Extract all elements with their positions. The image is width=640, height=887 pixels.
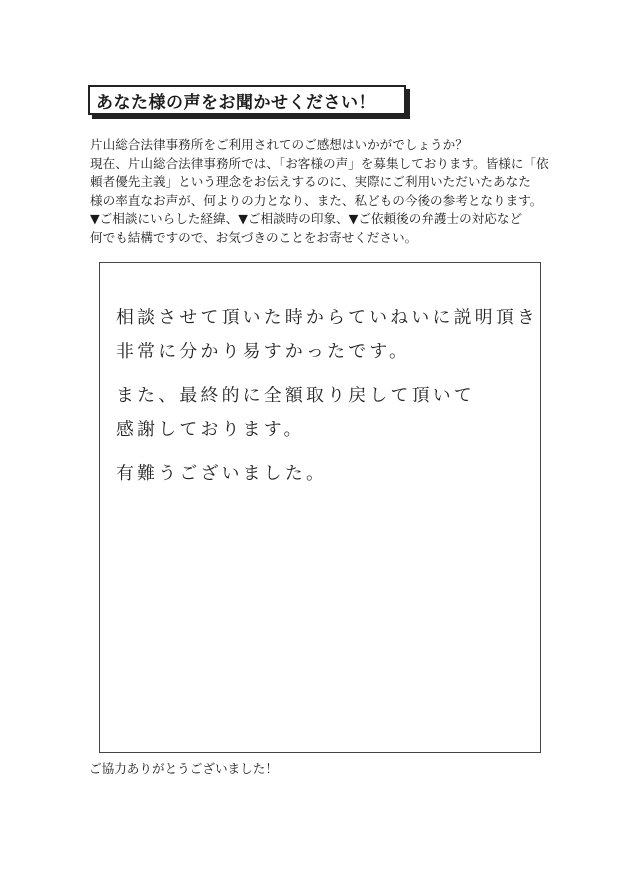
intro-paragraph bbox=[90, 136, 560, 248]
intro-line: ▼ご相談にいらした経緯、▼ご相談時の印象、▼ご依頼後の弁護士の対応など bbox=[90, 211, 523, 227]
intro-line: 現在、片山総合法律事務所では、「お客様の声」を募集しております。皆様に「依 bbox=[90, 155, 549, 171]
line-gap bbox=[116, 447, 542, 457]
handwritten-answer-box bbox=[99, 262, 541, 753]
handwritten-comment bbox=[116, 301, 542, 491]
handwritten-line: 相談させて頂いた時からていねいに説明頂き bbox=[116, 308, 539, 328]
line-gap bbox=[116, 369, 542, 379]
intro-line: 様の率直なお声が、何よりの力となり、また、私どもの今後の参考となります。 bbox=[90, 192, 543, 208]
intro-line: 片山総合法律事務所をご利用されてのご感想はいかがでしょうか？ bbox=[90, 137, 468, 152]
handwritten-line: 非常に分かり易すかったです。 bbox=[116, 342, 411, 362]
intro-line: 頼者優先主義」という理念をお伝えするのに、実際にご利用いただいたあなた bbox=[90, 174, 531, 190]
title-box bbox=[88, 85, 406, 115]
page-title: あなた様の声をお聞かせください！ bbox=[96, 92, 376, 113]
handwritten-line: また、最終的に全額取り戻して頂いて bbox=[116, 386, 475, 406]
thank-you-footer: ご協力ありがとうございました！ bbox=[89, 761, 278, 776]
handwritten-line: 感謝しております。 bbox=[116, 420, 305, 440]
handwritten-line: 有難うございました。 bbox=[116, 464, 328, 484]
intro-line: 何でも結構ですので、お気づきのことをお寄せください。 bbox=[90, 229, 418, 245]
